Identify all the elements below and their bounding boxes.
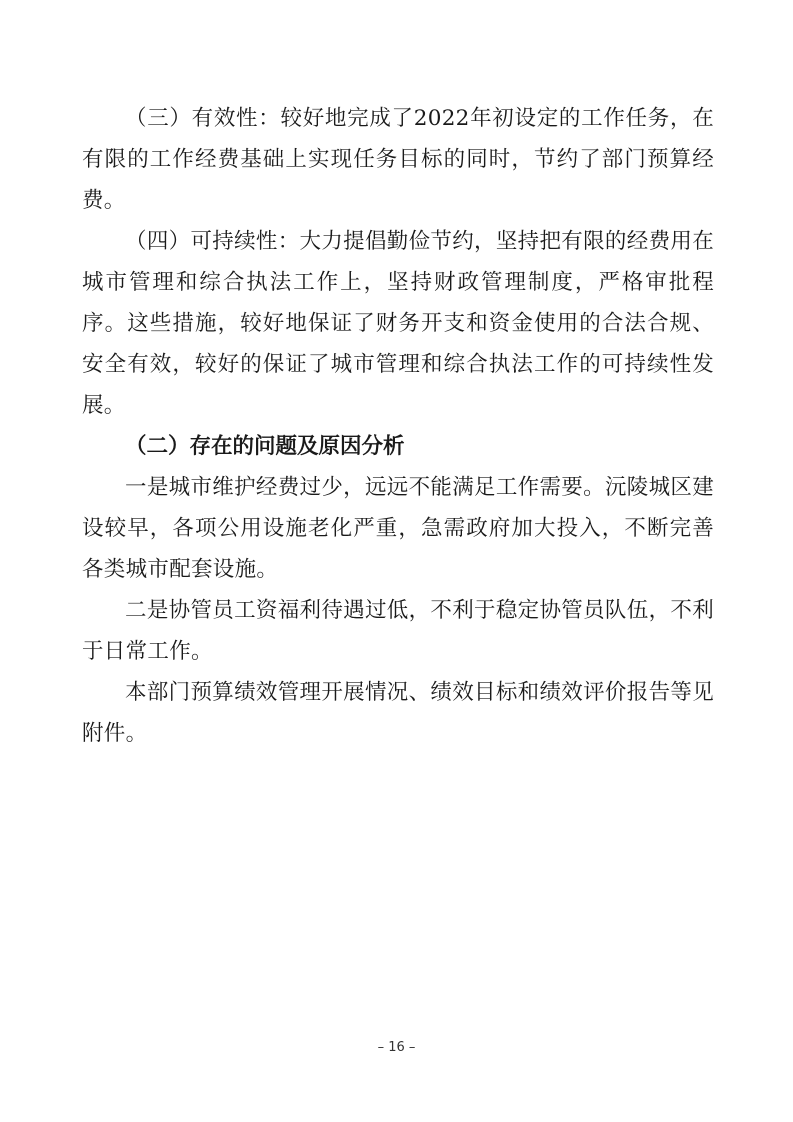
paragraph-effectiveness: （三）有效性：较好地完成了2022年初设定的工作任务，在有限的工作经费基础上实现任务目标的同时，节约了部门预算经费。: [82, 106, 714, 213]
page-number: – 16 –: [377, 1040, 416, 1055]
paragraph-problem-one: 一是城市维护经费过少，远远不能满足工作需要。沅陵城区建设较早，各项公用设施老化严重，急需政府加大投入，不断完善各类城市配套设施。: [82, 475, 714, 582]
paragraph-sustainability: （四）可持续性：大力提倡勤俭节约，坚持把有限的经费用在城市管理和综合执法工作上，坚持财政管理制度，严格审批程序。这些措施，较好地保证了财务开支和资金使用的合法合规、安全有效，较好的保证了城市管理和综合执法工作的可持续性发展。: [82, 229, 714, 418]
paragraph-attachment-note: 本部门预算绩效管理开展情况、绩效目标和绩效评价报告等见附件。: [82, 680, 714, 746]
document-body: [82, 98, 714, 754]
section-heading: （二）存在的问题及原因分析: [125, 434, 405, 459]
paragraph-problem-two: 二是协管员工资福利待遇过低，不利于稳定协管员队伍，不利于日常工作。: [82, 598, 714, 664]
